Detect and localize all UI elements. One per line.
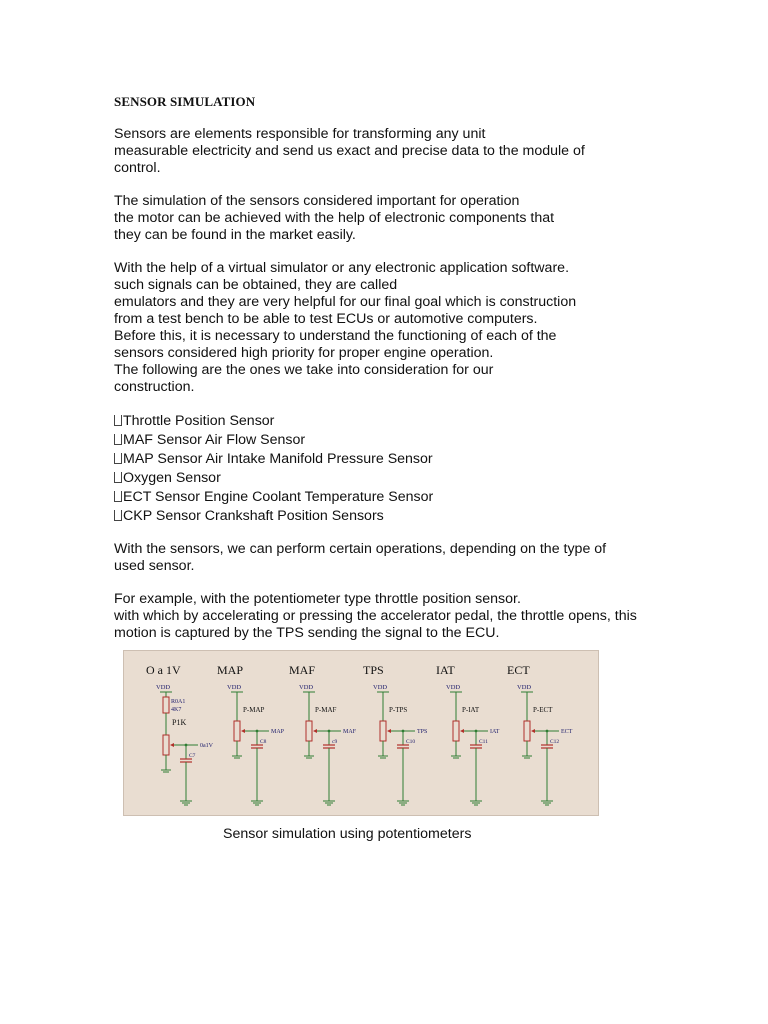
potentiometer: [453, 721, 459, 741]
circuit-header: IAT: [436, 663, 455, 677]
wiper-arrow: [387, 729, 391, 733]
list-item: Oxygen Sensor: [114, 470, 221, 487]
checkbox-bullet-icon: [114, 472, 122, 483]
potentiometer: [524, 721, 530, 741]
text-line: emulators and they are very helpful for our final goal which is construction: [114, 294, 577, 310]
potentiometer-schematic: [124, 651, 598, 815]
pot-label: P1K: [172, 718, 187, 727]
text-line: With the help of a virtual simulator or any electronic application software.: [114, 260, 570, 276]
vdd-label: VDD: [517, 684, 532, 691]
output-label: ECT: [561, 729, 573, 735]
capacitor-label: C7: [189, 753, 196, 759]
text-line: from a test bench to be able to test ECUs or automotive computers.: [114, 311, 538, 327]
circuit-header: O a 1V: [146, 663, 181, 677]
page-title: SENSOR SIMULATION: [114, 94, 256, 109]
text-line: used sensor.: [114, 558, 195, 574]
vdd-label: VDD: [373, 684, 388, 691]
pot-label: P-TPS: [389, 706, 408, 714]
resistor-label: R0A1: [171, 699, 186, 705]
pot-label: P-MAF: [315, 706, 337, 714]
text-line: the motor can be achieved with the help of electronic components that: [114, 210, 555, 226]
text-line: Before this, it is necessary to understand the functioning of each of the: [114, 328, 557, 344]
output-label: TPS: [417, 729, 428, 735]
list-item: MAF Sensor Air Flow Sensor: [114, 432, 305, 449]
resistor: [163, 697, 169, 713]
vdd-label: VDD: [156, 684, 171, 691]
wiper-arrow: [460, 729, 464, 733]
text-line: The following are the ones we take into consideration for our: [114, 362, 494, 378]
text-line: with which by accelerating or pressing the accelerator pedal, the throttle opens, this: [114, 608, 637, 624]
vdd-label: VDD: [299, 684, 314, 691]
wiper-arrow: [241, 729, 245, 733]
capacitor-label: c9: [332, 739, 338, 745]
output-label: IAT: [490, 729, 500, 735]
pot-label: P-ECT: [533, 706, 553, 714]
potentiometer: [163, 735, 169, 755]
potentiometer: [380, 721, 386, 741]
text-line: The simulation of the sensors considered important for operation: [114, 193, 520, 209]
vdd-label: VDD: [446, 684, 461, 691]
wiper-arrow: [313, 729, 317, 733]
text-line: Sensors are elements responsible for transforming any unit: [114, 126, 486, 142]
list-item: Throttle Position Sensor: [114, 413, 274, 430]
text-line: construction.: [114, 379, 195, 395]
text-line: control.: [114, 160, 161, 176]
output-label: MAF: [343, 729, 357, 735]
text-line: they can be found in the market easily.: [114, 227, 356, 243]
circuit-header: ECT: [507, 663, 530, 677]
output-label: MAP: [271, 729, 285, 735]
figure-caption: Sensor simulation using potentiometers: [223, 826, 472, 842]
resistor-value: 4K7: [171, 707, 182, 713]
capacitor-label: C10: [406, 739, 416, 745]
checkbox-bullet-icon: [114, 510, 122, 521]
wiper-arrow: [531, 729, 535, 733]
text-line: sensors considered high priority for proper engine operation.: [114, 345, 494, 361]
wiper-arrow: [170, 743, 174, 747]
checkbox-bullet-icon: [114, 415, 122, 426]
list-item: ECT Sensor Engine Coolant Temperature Sensor: [114, 489, 433, 506]
circuit-header: MAF: [289, 663, 316, 677]
text-line: such signals can be obtained, they are called: [114, 277, 398, 293]
text-line: For example, with the potentiometer type throttle position sensor.: [114, 591, 521, 607]
circuit-header: MAP: [217, 663, 244, 677]
potentiometer: [306, 721, 312, 741]
checkbox-bullet-icon: [114, 491, 122, 502]
checkbox-bullet-icon: [114, 453, 122, 464]
potentiometer: [234, 721, 240, 741]
text-line: measurable electricity and send us exact and precise data to the module of: [114, 143, 585, 159]
vdd-label: VDD: [227, 684, 242, 691]
capacitor-label: C8: [260, 739, 267, 745]
checkbox-bullet-icon: [114, 434, 122, 445]
output-label: 0a1V: [200, 743, 213, 749]
pot-label: P-MAP: [243, 706, 265, 714]
pot-label: P-IAT: [462, 706, 480, 714]
list-item: MAP Sensor Air Intake Manifold Pressure Sensor: [114, 451, 433, 468]
text-line: With the sensors, we can perform certain operations, depending on the type of: [114, 541, 607, 557]
circuit-header: TPS: [363, 663, 384, 677]
capacitor-label: C12: [550, 739, 560, 745]
circuit-figure: [123, 650, 599, 816]
capacitor-label: C11: [479, 739, 488, 745]
text-line: motion is captured by the TPS sending the signal to the ECU.: [114, 625, 500, 641]
list-item: CKP Sensor Crankshaft Position Sensors: [114, 508, 384, 525]
